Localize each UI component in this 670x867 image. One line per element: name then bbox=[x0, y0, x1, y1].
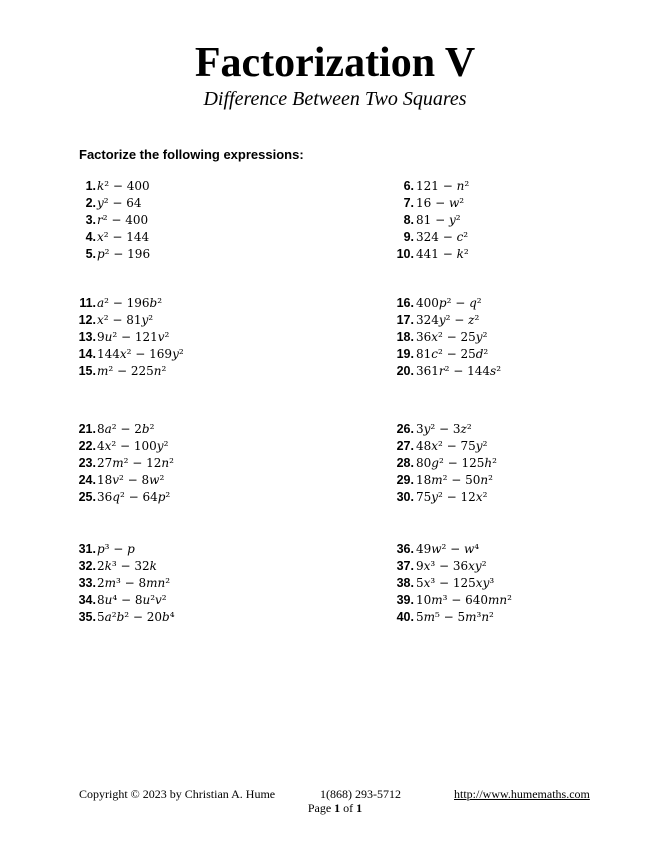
problem-expression: 81 − 𝑦² bbox=[416, 213, 461, 227]
problem-expression: 49𝑤² − 𝑤⁴ bbox=[416, 542, 480, 556]
problem-expression: 36𝑥² − 25𝑦² bbox=[416, 330, 488, 344]
problem-number: 28. bbox=[396, 456, 414, 470]
problem-item bbox=[0, 363, 670, 380]
problem-number: 5. bbox=[85, 247, 96, 261]
problem-number: 22. bbox=[78, 439, 96, 453]
problem-expression: 8𝑎² − 2𝑏² bbox=[97, 422, 155, 436]
problem-expression: 𝑎² − 196𝑏² bbox=[97, 296, 163, 310]
problem-item bbox=[0, 195, 670, 212]
problem-expression: 36𝑞² − 64𝑝² bbox=[97, 490, 171, 504]
problem-item bbox=[0, 178, 670, 195]
problem-expression: 𝑥² − 81𝑦² bbox=[97, 313, 154, 327]
problem-item bbox=[0, 229, 670, 246]
problem-number: 10. bbox=[396, 247, 414, 261]
problem-expression: 9𝑥³ − 36𝑥𝑦² bbox=[416, 559, 487, 573]
footer-page-number bbox=[0, 801, 670, 815]
problem-expression: 𝑝³ − 𝑝 bbox=[97, 542, 135, 556]
footer-website-link[interactable]: http://www.humemaths.com bbox=[454, 787, 590, 801]
problem-number: 1. bbox=[85, 179, 96, 193]
problem-expression: 5𝑚⁵ − 5𝑚³𝑛² bbox=[416, 610, 494, 624]
problem-number: 40. bbox=[396, 610, 414, 624]
problem-expression: 18𝑚² − 50𝑛² bbox=[416, 473, 493, 487]
problem-expression: 𝑟² − 400 bbox=[97, 213, 149, 227]
problem-item bbox=[0, 575, 670, 592]
problem-number: 6. bbox=[403, 179, 414, 193]
instructions: Factorize the following expressions: bbox=[79, 147, 304, 162]
problem-item bbox=[0, 438, 670, 455]
problem-item bbox=[0, 346, 670, 363]
problem-expression: 𝑘² − 400 bbox=[97, 179, 150, 193]
problem-item bbox=[0, 329, 670, 346]
problem-expression: 2𝑘³ − 32𝑘 bbox=[97, 559, 157, 573]
problem-number: 11. bbox=[79, 296, 96, 310]
problem-number: 9. bbox=[403, 230, 414, 244]
page-title: Factorization V bbox=[194, 40, 476, 86]
problem-number: 36. bbox=[396, 542, 414, 556]
problem-expression: 27𝑚² − 12𝑛² bbox=[97, 456, 174, 470]
problem-number: 21. bbox=[78, 422, 96, 436]
problem-expression: 10𝑚³ − 640𝑚𝑛² bbox=[416, 593, 512, 607]
problem-item bbox=[0, 312, 670, 329]
problem-number: 13. bbox=[78, 330, 96, 344]
problem-number: 4. bbox=[85, 230, 96, 244]
problem-number: 16. bbox=[396, 296, 414, 310]
problem-number: 24. bbox=[78, 473, 96, 487]
problem-number: 32. bbox=[78, 559, 96, 573]
page-of: of bbox=[340, 801, 357, 815]
problem-expression: 441 − 𝑘² bbox=[416, 247, 469, 261]
problem-number: 14. bbox=[78, 347, 96, 361]
problem-expression: 3𝑦² − 3𝑧² bbox=[416, 422, 472, 436]
problem-expression: 361𝑟² − 144𝑠² bbox=[416, 364, 502, 378]
page-label: Page bbox=[307, 801, 335, 815]
page-current: 1 bbox=[334, 801, 341, 815]
problem-item bbox=[0, 421, 670, 438]
problem-number: 35. bbox=[78, 610, 96, 624]
footer-phone: 1(868) 293-5712 bbox=[320, 787, 401, 801]
problem-expression: 18𝑣² − 8𝑤² bbox=[97, 473, 165, 487]
problem-number: 26. bbox=[396, 422, 414, 436]
problem-expression: 𝑦² − 64 bbox=[97, 196, 142, 210]
problem-item bbox=[0, 489, 670, 506]
problem-expression: 4𝑥² − 100𝑦² bbox=[97, 439, 169, 453]
problem-number: 33. bbox=[78, 576, 96, 590]
problem-expression: 75𝑦² − 12𝑥² bbox=[416, 490, 488, 504]
problem-item bbox=[0, 212, 670, 229]
page-total: 1 bbox=[356, 801, 363, 815]
problem-expression: 8𝑢⁴ − 8𝑢²𝑣² bbox=[97, 593, 167, 607]
problem-expression: 121 − 𝑛² bbox=[416, 179, 470, 193]
problem-number: 17. bbox=[396, 313, 414, 327]
problem-item bbox=[0, 295, 670, 312]
problem-item bbox=[0, 558, 670, 575]
problem-number: 12. bbox=[78, 313, 96, 327]
problem-number: 31. bbox=[78, 542, 96, 556]
problem-expression: 9𝑢² − 121𝑣² bbox=[97, 330, 170, 344]
problem-expression: 144𝑥² − 169𝑦² bbox=[97, 347, 184, 361]
problem-expression: 𝑝² − 196 bbox=[97, 247, 151, 261]
problem-number: 7. bbox=[403, 196, 414, 210]
problem-item bbox=[0, 592, 670, 609]
problem-expression: 324𝑦² − 𝑧² bbox=[416, 313, 480, 327]
problem-expression: 2𝑚³ − 8𝑚𝑛² bbox=[97, 576, 171, 590]
problem-expression: 48𝑥² − 75𝑦² bbox=[416, 439, 488, 453]
problem-number: 38. bbox=[396, 576, 414, 590]
page-subtitle: Difference Between Two Squares bbox=[203, 88, 467, 110]
problem-expression: 5𝑥³ − 125𝑥𝑦³ bbox=[416, 576, 495, 590]
problem-item bbox=[0, 609, 670, 626]
problem-expression: 𝑚² − 225𝑛² bbox=[97, 364, 167, 378]
problem-expression: 400𝑝² − 𝑞² bbox=[416, 296, 482, 310]
problem-number: 30. bbox=[396, 490, 414, 504]
problem-number: 25. bbox=[78, 490, 96, 504]
problem-item bbox=[0, 455, 670, 472]
problem-expression: 𝑥² − 144 bbox=[97, 230, 150, 244]
problem-number: 20. bbox=[396, 364, 414, 378]
problem-number: 39. bbox=[396, 593, 414, 607]
problem-number: 18. bbox=[396, 330, 414, 344]
problem-number: 29. bbox=[396, 473, 414, 487]
problem-number: 19. bbox=[396, 347, 414, 361]
problem-expression: 16 − 𝑤² bbox=[416, 196, 465, 210]
problem-expression: 324 − 𝑐² bbox=[416, 230, 469, 244]
problem-item bbox=[0, 541, 670, 558]
problem-number: 23. bbox=[78, 456, 96, 470]
problem-number: 34. bbox=[78, 593, 96, 607]
problem-number: 8. bbox=[403, 213, 414, 227]
footer-copyright: Copyright © 2023 by Christian A. Hume bbox=[79, 787, 276, 801]
problem-expression: 81𝑐² − 25𝑑² bbox=[416, 347, 489, 361]
problem-expression: 80𝑔² − 125ℎ² bbox=[416, 456, 497, 470]
problem-number: 2. bbox=[85, 196, 96, 210]
problem-number: 37. bbox=[396, 559, 414, 573]
problem-expression: 5𝑎²𝑏² − 20𝑏⁴ bbox=[97, 610, 175, 624]
problem-number: 15. bbox=[78, 364, 96, 378]
problem-item bbox=[0, 246, 670, 263]
problem-number: 27. bbox=[396, 439, 414, 453]
problem-item bbox=[0, 472, 670, 489]
problem-number: 3. bbox=[85, 213, 96, 227]
